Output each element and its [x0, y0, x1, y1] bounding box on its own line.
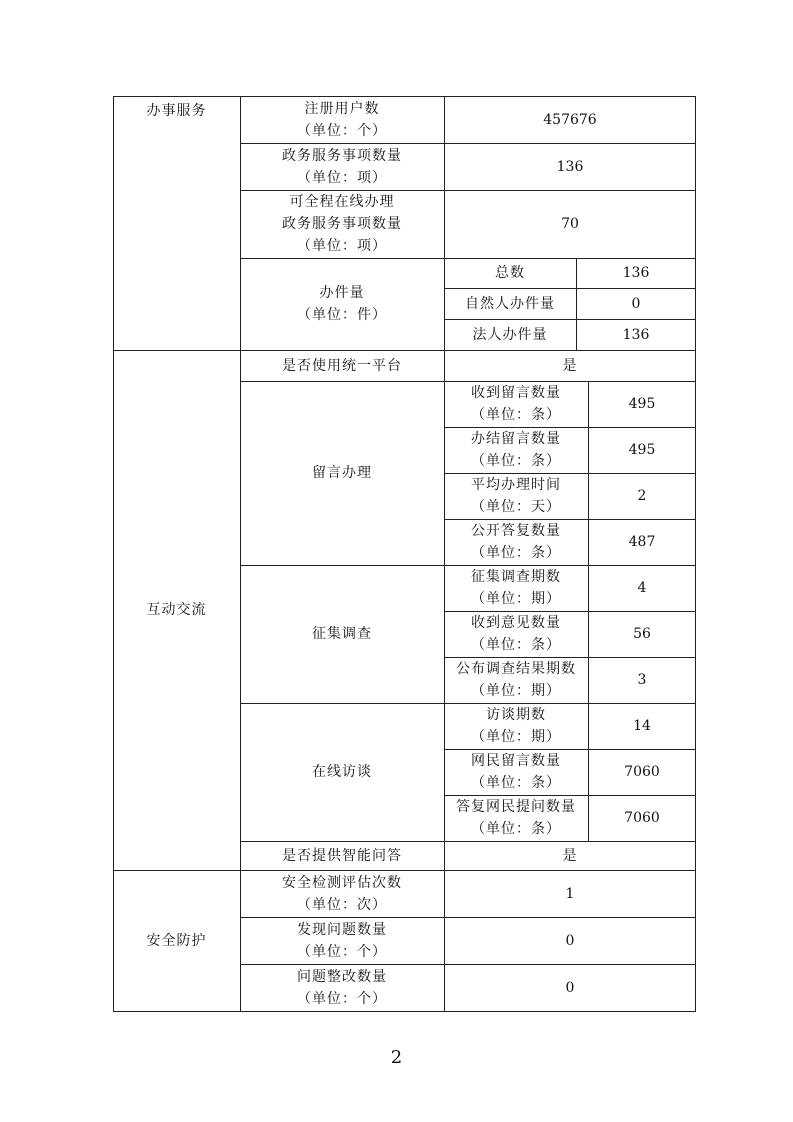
col-divider-1	[240, 96, 241, 1012]
section-service-text: 办事服务	[146, 103, 207, 119]
security-fixed-value: 0	[565, 980, 575, 996]
msg-received-label	[444, 381, 588, 427]
row-line	[240, 381, 696, 382]
msg-handled-value: 495	[628, 442, 656, 458]
survey-periods-text: 征集调查期数	[471, 569, 561, 585]
interview-periods-value: 14	[633, 718, 651, 734]
survey-opinions-text: 收到意见数量	[471, 615, 561, 631]
service-items-text: 政务服务事项数量	[282, 147, 402, 164]
section-label-security	[113, 870, 240, 1012]
row-line	[444, 657, 696, 658]
registered-users-text: 注册用户数	[304, 100, 380, 117]
survey-periods-value: 4	[637, 580, 647, 596]
smart-qa-label: 是否提供智能问答	[282, 847, 402, 864]
service-items-unit: （单位：项）	[297, 169, 387, 186]
online-items-label	[240, 190, 444, 258]
online-items-unit: （单位：项）	[297, 238, 387, 254]
row-line	[444, 427, 696, 428]
row-line	[444, 473, 696, 474]
row-line	[240, 565, 696, 566]
msg-handled-label	[444, 427, 588, 473]
survey-opinions-value: 56	[633, 626, 651, 642]
table-border-bottom	[113, 1011, 696, 1012]
cases-natural-value: 0	[631, 295, 641, 312]
survey-results-text: 公布调查结果期数	[456, 661, 576, 677]
registered-users-label	[240, 96, 444, 143]
security-issues-text: 发现问题数量	[297, 921, 387, 938]
row-line	[444, 288, 696, 289]
section-divider-2	[113, 870, 696, 871]
row-line	[444, 611, 696, 612]
cases-total-value: 136	[622, 265, 650, 281]
msg-handled-unit: （单位：条）	[471, 453, 561, 469]
registered-users-unit: （单位：个）	[297, 122, 387, 139]
security-checks-text: 安全检测评估次数	[282, 874, 402, 891]
msg-public-text: 公开答复数量	[471, 523, 561, 539]
online-items-text-2: 政务服务事项数量	[282, 216, 402, 232]
table-border-left	[113, 96, 114, 1012]
survey-opinions-label	[444, 611, 588, 657]
online-items-value: 70	[561, 216, 579, 232]
section-interaction-text: 互动交流	[146, 602, 207, 618]
service-items-label	[240, 143, 444, 190]
security-checks-label	[240, 870, 444, 917]
msg-public-unit: （单位：条）	[471, 545, 561, 561]
interview-periods-label	[444, 703, 588, 749]
interview-answered-text: 答复网民提问数量	[456, 799, 576, 815]
msg-avgtime-text: 平均办理时间	[471, 477, 561, 493]
security-checks-value: 1	[565, 885, 575, 902]
row-line	[240, 841, 696, 842]
cases-unit: （单位：件）	[297, 307, 387, 323]
unified-platform-value: 是	[562, 357, 578, 374]
interview-answered-label	[444, 795, 588, 841]
cases-text: 办件量	[319, 285, 365, 301]
cases-legal-value: 136	[622, 326, 650, 343]
interview-messages-unit: （单位：条）	[471, 775, 561, 791]
interview-messages-value: 7060	[624, 764, 660, 780]
security-fixed-unit: （单位：个）	[297, 991, 387, 1007]
row-line	[444, 319, 696, 320]
row-line	[444, 795, 696, 796]
table-border-top	[113, 96, 696, 97]
interview-answered-unit: （单位：条）	[471, 821, 561, 837]
survey-periods-label	[444, 565, 588, 611]
cases-legal-label: 法人办件量	[472, 326, 548, 343]
msg-avgtime-unit: （单位：天）	[471, 499, 561, 515]
row-line	[240, 143, 696, 144]
service-items-value: 136	[556, 158, 584, 175]
table-border-right	[695, 96, 696, 1012]
section-label-service	[113, 96, 240, 350]
msg-handled-text: 办结留言数量	[471, 431, 561, 447]
section-label-interaction	[113, 350, 240, 870]
interview-group-label: 在线访谈	[312, 764, 372, 780]
msg-public-value: 487	[628, 534, 656, 550]
msg-received-value: 495	[628, 396, 656, 412]
msg-received-unit: （单位：条）	[471, 407, 561, 423]
row-line	[240, 258, 696, 259]
section-divider-1	[113, 350, 696, 351]
survey-periods-unit: （单位：期）	[471, 591, 561, 607]
survey-results-label	[444, 657, 588, 703]
survey-opinions-unit: （单位：条）	[471, 637, 561, 653]
interview-periods-text: 访谈期数	[486, 707, 546, 723]
cases-total-label: 总数	[495, 265, 525, 281]
messages-group-label: 留言办理	[312, 465, 372, 481]
interview-messages-label	[444, 749, 588, 795]
interview-answered-value: 7060	[624, 810, 660, 826]
smart-qa-value: 是	[562, 847, 578, 864]
survey-results-value: 3	[637, 672, 647, 688]
security-fixed-text: 问题整改数量	[297, 969, 387, 985]
unified-platform-label: 是否使用统一平台	[282, 357, 402, 374]
section-security-text: 安全防护	[146, 933, 207, 949]
row-line	[240, 964, 696, 965]
online-items-text-1: 可全程在线办理	[289, 194, 395, 210]
security-issues-label	[240, 917, 444, 964]
interview-periods-unit: （单位：期）	[471, 729, 561, 745]
security-fixed-label	[240, 964, 444, 1012]
page-number: 2	[390, 1047, 403, 1068]
msg-avgtime-label	[444, 473, 588, 519]
registered-users-value: 457676	[543, 111, 597, 128]
security-issues-value: 0	[565, 932, 575, 949]
cases-label	[240, 258, 444, 350]
row-line	[444, 519, 696, 520]
survey-group-label: 征集调查	[312, 626, 372, 642]
msg-avgtime-value: 2	[637, 488, 647, 504]
security-issues-unit: （单位：个）	[297, 943, 387, 960]
survey-results-unit: （单位：期）	[471, 683, 561, 699]
row-line	[240, 703, 696, 704]
row-line	[240, 917, 696, 918]
cases-natural-label: 自然人办件量	[465, 295, 555, 312]
msg-received-text: 收到留言数量	[471, 385, 561, 401]
interview-messages-text: 网民留言数量	[471, 753, 561, 769]
col-divider-cases	[576, 258, 577, 350]
security-checks-unit: （单位：次）	[297, 896, 387, 913]
row-line	[444, 749, 696, 750]
col-divider-2	[444, 96, 445, 1012]
row-line	[240, 190, 696, 191]
msg-public-label	[444, 519, 588, 565]
